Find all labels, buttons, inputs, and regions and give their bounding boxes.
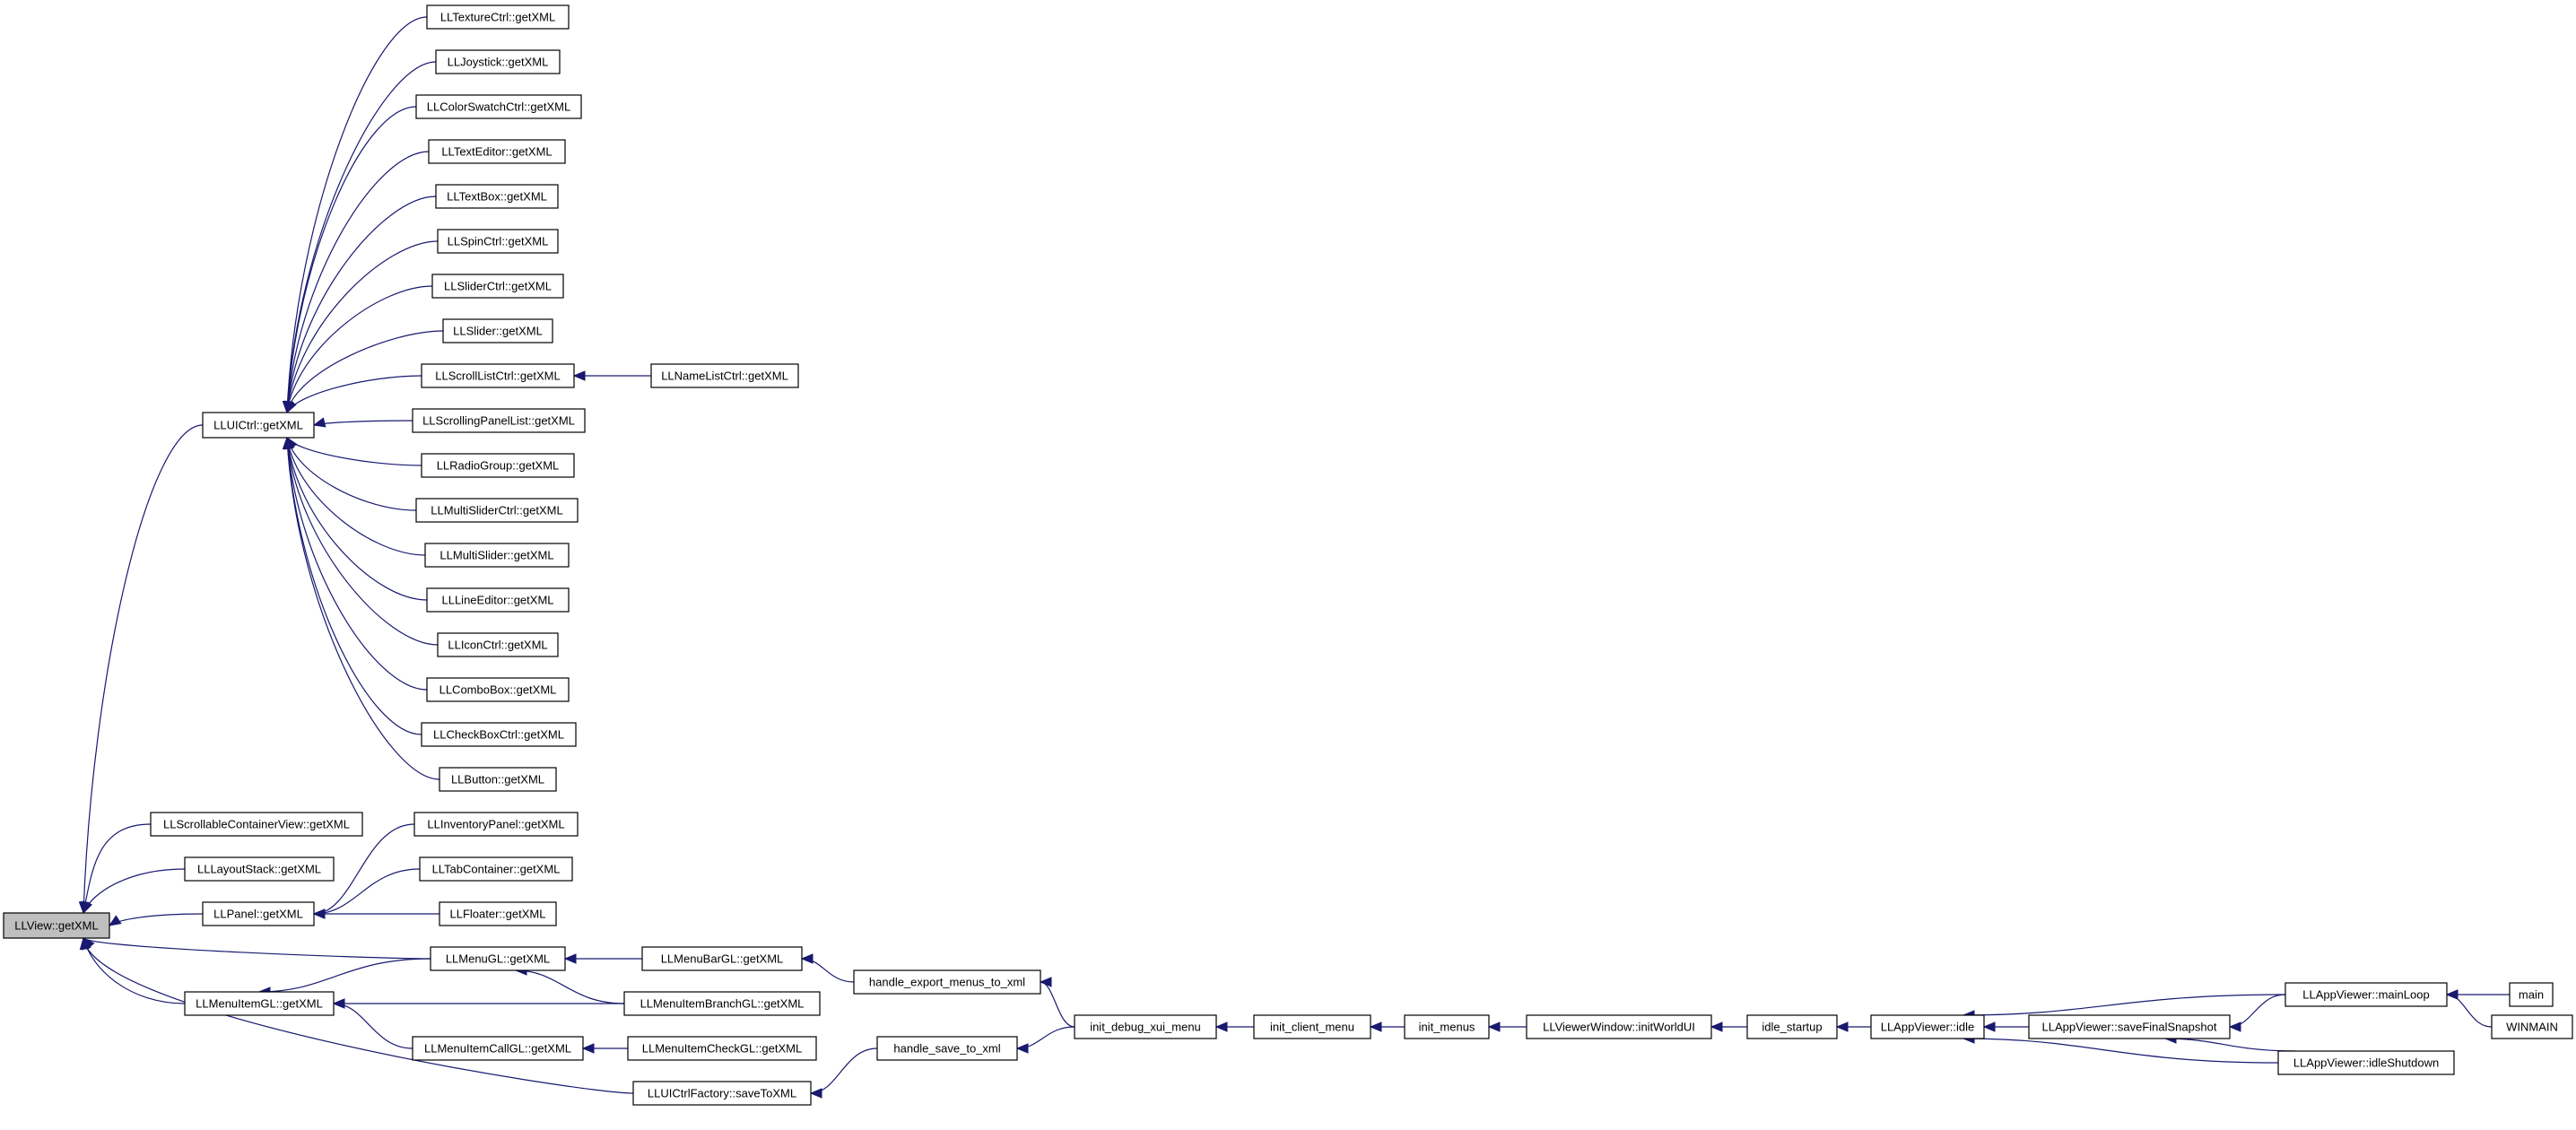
node-iconctrl[interactable] (438, 633, 558, 656)
node-menuitemgl[interactable] (185, 992, 334, 1015)
node-inventorypanel[interactable] (414, 813, 578, 836)
node-panel[interactable] (203, 902, 314, 926)
node-label: LLFloater::getXML (449, 907, 546, 921)
node-label: LLMenuItemCallGL::getXML (423, 1041, 572, 1056)
node-initmenus[interactable] (1405, 1015, 1489, 1039)
node-label: LLAppViewer::idle (1880, 1020, 1975, 1034)
node-menucheck[interactable] (628, 1037, 816, 1060)
node-label: idle_startup (1762, 1020, 1823, 1034)
node-label: LLJoystick::getXML (447, 55, 549, 69)
node-clientmenu[interactable] (1254, 1015, 1371, 1039)
node-label: LLMenuItemCheckGL::getXML (641, 1041, 803, 1056)
node-label: LLTextEditor::getXML (441, 144, 553, 159)
node-winmain[interactable] (2492, 1015, 2572, 1039)
edge-savexml-to-factory (811, 1048, 877, 1093)
node-checkbox[interactable] (422, 723, 576, 746)
node-label: LLMenuGL::getXML (445, 952, 551, 966)
arrowhead (565, 954, 576, 963)
edge-lluictrl-to-llview (83, 425, 203, 913)
node-label: LLNameListCtrl::getXML (661, 369, 788, 383)
node-label: LLRadioGroup::getXML (436, 458, 560, 473)
node-combobox[interactable] (427, 678, 569, 701)
arrowhead (287, 401, 296, 413)
node-label: LLMenuBarGL::getXML (660, 952, 784, 966)
arrowhead (802, 954, 813, 963)
node-idleshutdown[interactable] (2278, 1051, 2454, 1074)
edge-iconctrl-to-lluictrl (287, 438, 438, 645)
node-label: WINMAIN (2506, 1020, 2558, 1034)
node-label: handle_save_to_xml (893, 1041, 1001, 1056)
arrowhead (1216, 1022, 1227, 1031)
node-label: LLSliderCtrl::getXML (444, 279, 552, 293)
node-multislider[interactable] (425, 543, 569, 567)
node-label: LLButton::getXML (450, 772, 545, 787)
node-floater[interactable] (439, 902, 556, 926)
node-menugl[interactable] (431, 947, 565, 970)
edge-layoutstack-to-llview (83, 869, 185, 913)
arrowhead (1984, 1022, 1995, 1031)
node-spinctrl[interactable] (438, 230, 558, 253)
edge-scrollcontainer-to-llview (83, 824, 151, 913)
edge-scrolllist-to-lluictrl (287, 376, 422, 413)
node-label: LLTextBox::getXML (447, 189, 547, 204)
node-texturectrl[interactable] (427, 5, 569, 29)
node-label: LLScrollableContainerView::getXML (163, 817, 350, 831)
node-label: LLLineEditor::getXML (441, 593, 554, 607)
node-label: init_menus (1418, 1020, 1475, 1034)
node-initworld[interactable] (1527, 1015, 1711, 1039)
node-scrolllist[interactable] (422, 364, 574, 387)
arrowhead (314, 909, 325, 918)
node-savefinal[interactable] (2029, 1015, 2230, 1039)
node-debugxui[interactable] (1075, 1015, 1216, 1039)
node-llview[interactable] (4, 913, 109, 938)
node-label: init_client_menu (1270, 1020, 1354, 1034)
node-colorswatch[interactable] (416, 95, 581, 118)
node-label: LLAppViewer::mainLoop (2302, 987, 2430, 1002)
arrowhead (583, 1044, 594, 1053)
edge-scrollingpanel-to-lluictrl (314, 421, 413, 425)
node-savexml[interactable] (877, 1037, 1017, 1060)
node-tabcontainer[interactable] (420, 857, 572, 881)
node-label: LLViewerWindow::initWorldUI (1543, 1020, 1695, 1034)
node-texteditor[interactable] (429, 140, 565, 163)
node-main[interactable] (2510, 983, 2553, 1006)
node-label: LLTextureCtrl::getXML (439, 10, 556, 24)
arrowhead (2230, 1022, 2241, 1031)
arrowhead (1711, 1022, 1722, 1031)
edge-idleshutdown-to-appidle (1963, 1039, 2278, 1063)
node-label: init_debug_xui_menu (1090, 1020, 1201, 1034)
node-radiogroup[interactable] (422, 454, 574, 477)
node-label: LLSpinCtrl::getXML (447, 234, 549, 248)
node-namelist[interactable] (651, 364, 798, 387)
node-mainloop[interactable] (2285, 983, 2447, 1006)
arrowhead (1371, 1022, 1381, 1031)
edge-debugxui-to-exportmenus (1040, 982, 1075, 1027)
node-label: main (2518, 987, 2545, 1002)
node-label: LLSlider::getXML (453, 324, 543, 338)
node-label: LLTabContainer::getXML (431, 862, 561, 876)
node-exportmenus[interactable] (854, 970, 1040, 994)
edge-combobox-to-lluictrl (287, 438, 427, 690)
node-appidle[interactable] (1871, 1015, 1984, 1039)
node-label: LLAppViewer::saveFinalSnapshot (2041, 1020, 2217, 1034)
node-lluictrl[interactable] (203, 413, 314, 438)
node-factory[interactable] (633, 1082, 811, 1105)
node-label: LLMultiSliderCtrl::getXML (431, 503, 563, 517)
arrowhead (574, 371, 585, 380)
node-label: LLUICtrlFactory::saveToXML (647, 1086, 797, 1100)
node-label: LLMenuItemGL::getXML (196, 996, 323, 1011)
node-label: LLScrollingPanelList::getXML (422, 413, 575, 428)
node-sliderctrl[interactable] (432, 274, 563, 298)
node-label: handle_export_menus_to_xml (868, 975, 1026, 989)
arrowhead (2447, 990, 2458, 999)
node-label: LLInventoryPanel::getXML (427, 817, 565, 831)
node-menucall[interactable] (413, 1037, 583, 1060)
node-button[interactable] (439, 768, 556, 791)
arrowhead (1489, 1022, 1500, 1031)
edge-idleshutdown-to-savefinal (2165, 1039, 2296, 1051)
arrowhead (1837, 1022, 1848, 1031)
arrowhead (109, 916, 121, 926)
node-label: LLComboBox::getXML (439, 682, 557, 697)
edge-joystick-to-lluictrl (287, 62, 436, 413)
edge-button-to-lluictrl (287, 438, 439, 779)
edge-mainloop-to-savefinal (2230, 995, 2285, 1027)
edge-panel-to-llview (109, 914, 203, 926)
edge-radiogroup-to-lluictrl (287, 438, 422, 465)
node-joystick[interactable] (436, 50, 560, 74)
node-label: LLView::getXML (14, 918, 99, 933)
arrowhead (314, 418, 326, 427)
node-layoutstack[interactable] (185, 857, 334, 881)
node-menubranch[interactable] (624, 992, 820, 1015)
edge-mainloop-to-appidle (1963, 995, 2285, 1015)
edge-menubranch-to-menugl (516, 970, 624, 1004)
node-label: LLMultiSlider::getXML (439, 548, 554, 562)
node-label: LLScrollListCtrl::getXML (435, 369, 561, 383)
node-textbox[interactable] (436, 185, 558, 208)
edge-menucall-to-menuitemgl (334, 1004, 413, 1048)
node-scrollcontainer[interactable] (151, 813, 362, 836)
edge-checkbox-to-lluictrl (287, 438, 422, 734)
node-menubar[interactable] (642, 947, 802, 970)
arrowhead (1017, 1044, 1028, 1053)
edge-lineeditor-to-lluictrl (287, 438, 427, 600)
node-label: LLPanel::getXML (213, 907, 303, 921)
arrowhead (334, 999, 344, 1008)
node-label: LLIconCtrl::getXML (448, 638, 548, 652)
node-label: LLColorSwatchCtrl::getXML (426, 100, 571, 114)
node-label: LLUICtrl::getXML (213, 418, 303, 432)
edge-menugl-to-llview (83, 938, 431, 959)
arrowhead (811, 1089, 822, 1098)
node-label: LLCheckBoxCtrl::getXML (433, 727, 564, 742)
node-label: LLAppViewer::idleShutdown (2293, 1056, 2440, 1070)
node-label: LLMenuItemBranchGL::getXML (640, 996, 805, 1011)
node-lineeditor[interactable] (427, 588, 569, 612)
node-label: LLLayoutStack::getXML (196, 862, 322, 876)
node-scrollingpanel[interactable] (413, 409, 585, 432)
node-idlestartup[interactable] (1747, 1015, 1837, 1039)
edge-menugl-to-menuitemgl (259, 959, 431, 992)
edge-winmain-to-mainloop (2447, 995, 2492, 1027)
node-slider[interactable] (443, 319, 553, 343)
node-multisliderctrl[interactable] (416, 499, 578, 522)
